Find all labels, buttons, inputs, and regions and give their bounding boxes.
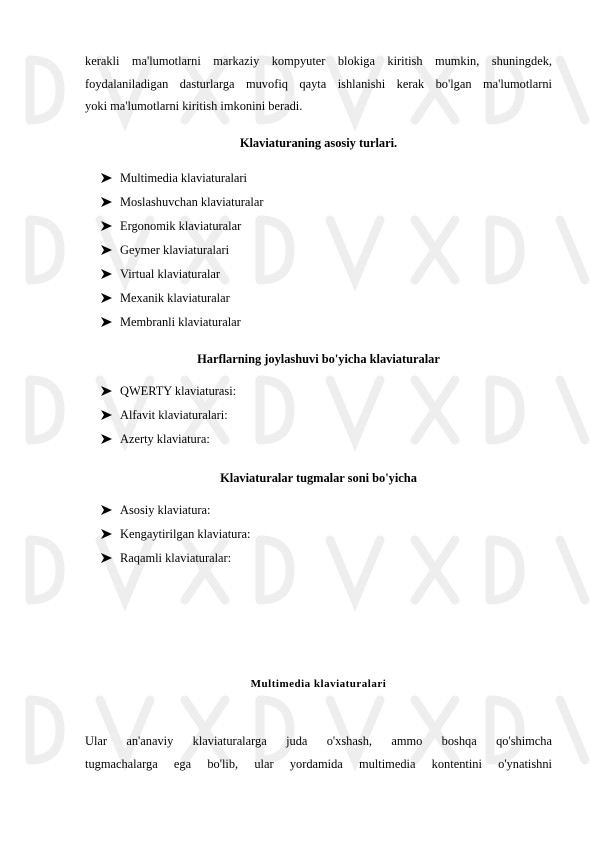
arrow-bullet-icon <box>101 293 112 303</box>
arrow-bullet-icon <box>101 269 112 279</box>
list-item: Kengaytirilgan klaviatura: <box>101 524 250 548</box>
intro-line: foydalaniladigan dasturlarga muvofiq qayta ishlanishi kerak bo'lgan ma'lumotlarni <box>85 76 552 91</box>
multimedia-line: Ular an'anaviy klaviaturalarga juda o'xshash, ammo boshqa qo'shimcha <box>85 734 552 748</box>
section-heading-types: Klaviaturaning asosiy turlari. <box>239 136 398 150</box>
section-heading-multimedia: Multimedia klaviaturalari <box>250 678 387 690</box>
list-item: Membranli klaviaturalar <box>101 312 263 336</box>
multimedia-paragraph <box>85 730 552 775</box>
arrow-bullet-icon <box>101 410 112 420</box>
arrow-bullet-icon <box>101 434 112 444</box>
multimedia-line: tugmachalarga ega bo'lib, ular yordamida multimedia kontentini o'ynatishni <box>85 756 552 771</box>
arrow-bullet-icon <box>101 245 112 255</box>
section-heading-keys: Klaviaturalar tugmalar soni bo'yicha <box>220 471 417 485</box>
list-item: Virtual klaviaturalar <box>101 264 263 288</box>
list-item: Multimedia klaviaturalari <box>101 168 263 192</box>
arrow-bullet-icon <box>101 221 112 231</box>
list-item: Alfavit klaviaturalari: <box>101 405 236 429</box>
arrow-bullet-icon <box>101 505 112 515</box>
arrow-bullet-icon <box>101 553 112 563</box>
key-count-types-list <box>101 500 250 572</box>
arrow-bullet-icon <box>101 386 112 396</box>
arrow-bullet-icon <box>101 173 112 183</box>
list-item: Moslashuvchan klaviaturalar <box>101 192 263 216</box>
arrow-bullet-icon <box>101 317 112 327</box>
list-item: Ergonomik klaviaturalar <box>101 216 263 240</box>
list-item: Mexanik klaviaturalar <box>101 288 263 312</box>
list-item: Raqamli klaviaturalar: <box>101 548 250 572</box>
arrow-bullet-icon <box>101 197 112 207</box>
arrow-bullet-icon <box>101 529 112 539</box>
intro-line: yoki ma'lumotlarni kiritish imkonini beradi. <box>85 99 303 113</box>
keyboard-types-list <box>101 168 263 336</box>
list-item: Asosiy klaviatura: <box>101 500 250 524</box>
list-item: Azerty klaviatura: <box>101 429 236 453</box>
list-item: Geymer klaviaturalari <box>101 240 263 264</box>
layout-types-list <box>101 381 236 453</box>
list-item: QWERTY klaviaturasi: <box>101 381 236 405</box>
intro-paragraph <box>85 50 552 118</box>
section-heading-layout: Harflarning joylashuvi bo'yicha klaviaturalar <box>197 352 440 366</box>
intro-line: kerakli ma'lumotlarni markaziy kompyuter blokiga kiritish mumkin, shuningdek, <box>85 54 552 68</box>
